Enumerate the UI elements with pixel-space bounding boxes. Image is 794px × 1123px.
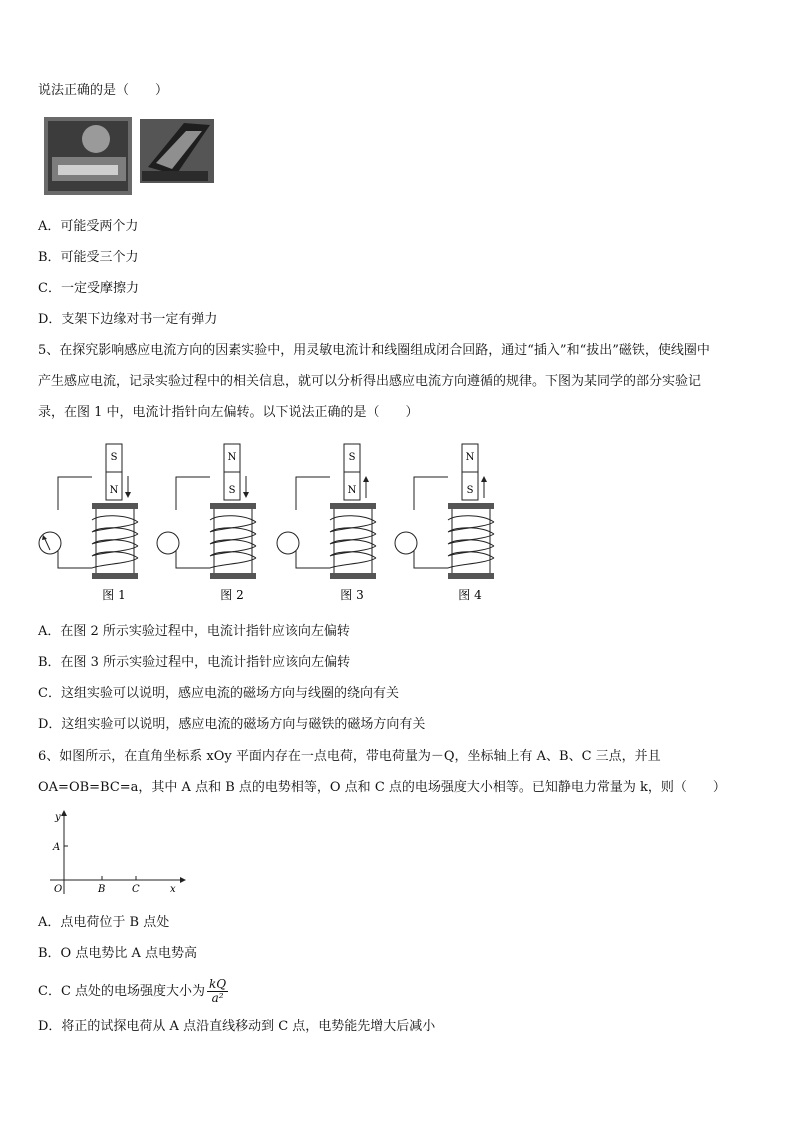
fig1-caption: 图 1 bbox=[102, 588, 126, 602]
fig4-magnet-top: N bbox=[465, 452, 475, 463]
q5-stem-line-3: 录，在图 1 中，电流计指针向左偏转。以下说法正确的是（ ） bbox=[38, 405, 419, 420]
fig4-magnet-bottom: S bbox=[466, 485, 474, 496]
book-stand-photos bbox=[44, 117, 216, 197]
point-c-label: C bbox=[132, 884, 140, 895]
fig2-magnet-bottom: S bbox=[228, 485, 236, 496]
q6-option-d: D．将正的试探电荷从 A 点沿直线移动到 C 点，电势能先增大后减小 bbox=[38, 1019, 436, 1034]
induction-figures bbox=[30, 440, 530, 610]
fig1-magnet-bottom: N bbox=[109, 485, 119, 496]
point-a-label: A bbox=[53, 842, 61, 853]
q4-intro: 说法正确的是（ ） bbox=[38, 83, 169, 98]
fig4-caption: 图 4 bbox=[458, 588, 482, 602]
q5-option-b: B．在图 3 所示实验过程中，电流计指针应该向左偏转 bbox=[38, 655, 351, 670]
fig3-caption: 图 3 bbox=[340, 588, 364, 602]
x-axis-label: x bbox=[170, 884, 176, 895]
q6-option-c bbox=[38, 978, 228, 1005]
q5-option-c: C．这组实验可以说明，感应电流的磁场方向与线圈的绕向有关 bbox=[38, 686, 399, 701]
point-b-label: B bbox=[98, 884, 106, 895]
q6-option-b: B．O 点电势比 A 点电势高 bbox=[38, 946, 197, 961]
q4-option-a: A．可能受两个力 bbox=[38, 219, 139, 234]
fig3-magnet-top: S bbox=[348, 452, 356, 463]
q4-option-d: D．支架下边缘对书一定有弹力 bbox=[38, 312, 218, 327]
fraction-denominator: a² bbox=[211, 991, 224, 1005]
q6-stem-line-1: 6、如图所示，在直角坐标系 xOy 平面内存在一点电荷，带电荷量为－Q，坐标轴上有 A、B、C 三点，并且 bbox=[38, 749, 661, 764]
q4-option-b: B．可能受三个力 bbox=[38, 250, 139, 265]
q6-option-c-text: C．C 点处的电场强度大小为 bbox=[38, 984, 206, 999]
y-axis-label: y bbox=[55, 812, 61, 823]
fraction-numerator: kQ bbox=[209, 977, 227, 991]
fig1-magnet-top: S bbox=[110, 452, 118, 463]
q5-option-d: D．这组实验可以说明，感应电流的磁场方向与磁铁的磁场方向有关 bbox=[38, 717, 426, 732]
fig3-magnet-bottom: N bbox=[347, 485, 357, 496]
fraction-kq-over-a2 bbox=[207, 978, 228, 1005]
q6-stem-line-2: OA=OB=BC=a，其中 A 点和 B 点的电势相等，O 点和 C 点的电场强度大小相等。已知静电力常量为 k，则（ ） bbox=[38, 780, 726, 795]
fig2-caption: 图 2 bbox=[220, 588, 244, 602]
coordinate-axes-figure bbox=[40, 808, 190, 898]
q5-stem-line-1: 5、在探究影响感应电流方向的因素实验中，用灵敏电流计和线圈组成闭合回路，通过“插入”和“拔出”磁铁，使线圈中 bbox=[38, 343, 710, 358]
q4-option-c: C．一定受摩擦力 bbox=[38, 281, 139, 296]
q6-option-a: A．点电荷位于 B 点处 bbox=[38, 915, 170, 930]
fig2-magnet-top: N bbox=[227, 452, 237, 463]
origin-label: O bbox=[54, 884, 63, 895]
q5-stem-line-2: 产生感应电流，记录实验过程中的相关信息，就可以分析得出感应电流方向遵循的规律。下图为某同学的部分实验记 bbox=[38, 374, 702, 389]
q5-option-a: A．在图 2 所示实验过程中，电流计指针应该向左偏转 bbox=[38, 624, 350, 639]
